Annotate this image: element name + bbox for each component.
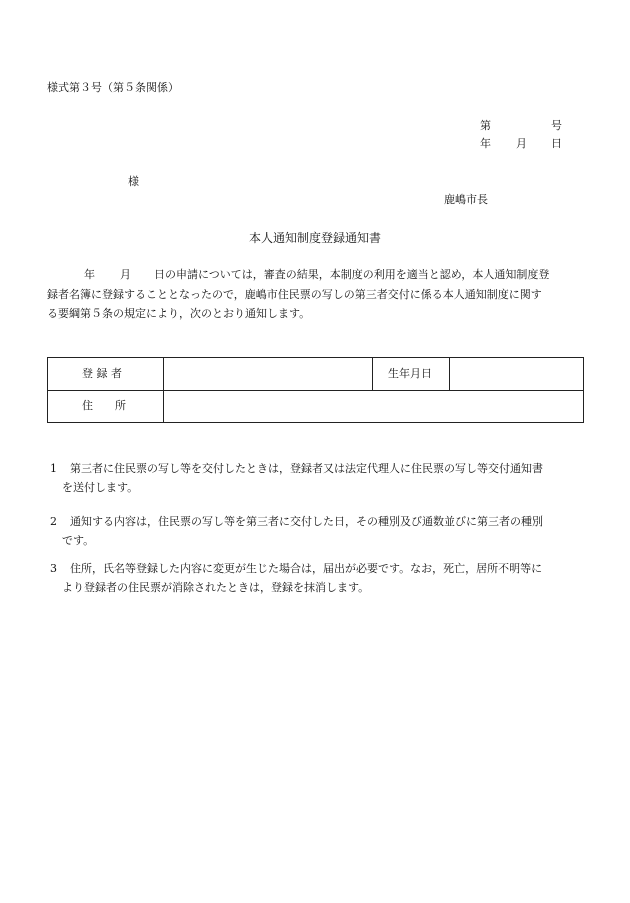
- body-year: 年: [84, 268, 95, 281]
- document-number-suffix: 号: [551, 119, 562, 132]
- note-item: [50, 459, 590, 497]
- body-line-3: る要綱第５条の規定により，次のとおり通知します。: [47, 307, 311, 320]
- note-item: [50, 559, 590, 597]
- document-title: 本人通知制度登録通知書: [248, 231, 381, 245]
- table-row-divider: [48, 390, 583, 391]
- note-number: 1: [50, 462, 57, 475]
- address-label: 住 所: [82, 399, 126, 412]
- note-line-1: 住所，氏名等登録した内容に変更が生じた場合は，届出が必要です。なお，死亡，居所不明等に: [70, 562, 543, 575]
- issue-date-year: 年: [480, 137, 491, 150]
- note-line-2: です。: [62, 534, 95, 547]
- registration-table: [47, 357, 584, 423]
- note-item: [50, 512, 590, 550]
- note-line-1: 第三者に住民票の写し等を交付したときは，登録者又は法定代理人に住民票の写し等交付通知書: [70, 462, 543, 475]
- note-number: 3: [50, 562, 57, 575]
- birthdate-label: 生年月日: [388, 367, 432, 380]
- body-line-1-text: 日の申請については，審査の結果，本制度の利用を適当と認め，本人通知制度登: [154, 268, 550, 281]
- issuer: 鹿嶋市長: [444, 193, 488, 206]
- table-column-divider: [372, 358, 373, 390]
- note-line-2: を送付します。: [62, 481, 139, 494]
- document-number-prefix: 第: [480, 119, 491, 132]
- addressee: 様: [128, 175, 139, 188]
- form-number: 様式第３号（第５条関係）: [47, 81, 179, 94]
- issue-date-month: 月: [516, 137, 527, 150]
- note-line-2: より登録者の住民票が消除されたときは，登録を抹消します。: [62, 581, 370, 594]
- issue-date-day: 日: [551, 137, 562, 150]
- body-line-2: 録者名簿に登録することとなったので，鹿嶋市住民票の写しの第三者交付に係る本人通知制度に関す: [47, 287, 542, 301]
- note-number: 2: [50, 515, 57, 528]
- body-month: 月: [120, 268, 131, 281]
- registrant-label: 登 録 者: [82, 367, 122, 380]
- body-line-1: [47, 265, 587, 285]
- table-column-divider: [163, 358, 164, 422]
- table-column-divider: [449, 358, 450, 390]
- body-paragraph: [47, 265, 587, 324]
- note-line-1: 通知する内容は，住民票の写し等を第三者に交付した日，その種別及び通数並びに第三者の種別: [70, 515, 543, 528]
